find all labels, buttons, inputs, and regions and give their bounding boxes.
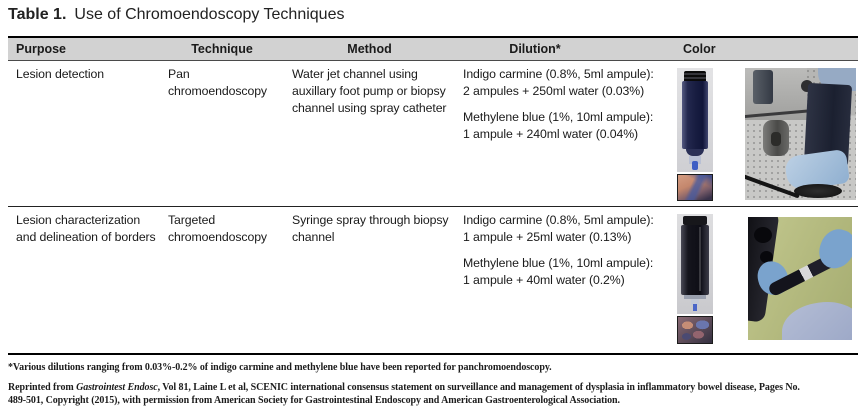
foot-pump-pedal-photo [745,68,856,200]
reprint-citation-line2: 489-501, Copyright (2015), with permission from American Society for Gastrointestinal Endoscopy and American Gastroenterological Association. [8,395,620,406]
method-cell: Syringe spray through biopsy channel [292,213,449,244]
bottle-tip [692,161,698,170]
table-caption: Use of Chromoendoscopy Techniques [74,6,345,23]
cart-wheel [763,120,789,156]
footnotes [8,361,860,408]
dilution-line: 1 ampule + 25ml water (0.13%) [463,230,632,244]
reprint-citation-line1 [8,381,860,395]
header-purpose: Purpose [16,42,67,56]
header-color: Color [683,42,716,56]
technique-cell: Targeted chromoendoscopy [168,213,267,244]
journal-name: Gastrointest Endosc [76,381,158,393]
header-technique: Technique [191,42,253,56]
citation-body: , Vol 81, Laine L et al, SCENIC international consensus statement on surveillance and management of dysplasia in inflammatory bowel disease, Pages No. [157,381,800,393]
endoscope-knob [754,227,772,243]
indigo-carmine-dilution [463,66,670,100]
methylene-blue-dilution [463,109,670,143]
dye-sample-column [677,68,713,201]
syringe-into-biopsy-channel-photo [748,217,852,340]
dye-sample-column [677,214,713,344]
endoscopic-dye-spray-thumbnail [677,174,713,201]
syringe-glare [699,227,701,291]
table-row-lesion-detection [8,61,858,207]
dilution-line: Methylene blue (1%, 10ml ampule): [463,256,654,270]
color-cell [670,207,858,353]
methylene-blue-dilution [463,255,670,289]
table-number: Table 1. [8,6,67,23]
dye-filled-syringe-photo [677,214,713,314]
table-row-lesion-characterization [8,207,858,353]
wheel-hub [771,132,781,146]
indigo-carmine-dilution [463,212,670,246]
dilution-range-footnote: *Various dilutions ranging from 0.03%-0.2% of indigo carmine and methylene blue have been reported for panchromoendoscopy. [8,362,552,373]
dilution-line: 1 ampule + 240ml water (0.04%) [463,127,639,141]
technique-cell: Pan chromoendoscopy [168,67,267,98]
endoscopic-dye-spray-thumbnail [677,316,713,344]
dilution-cell [455,207,670,353]
dilution-cell [455,61,670,206]
purpose-cell: Lesion detection [16,67,104,81]
dilution-line: 1 ampule + 40ml water (0.2%) [463,273,625,287]
chromoendoscopy-table [8,36,858,355]
indigo-carmine-dye-bottle-photo [677,68,713,172]
bottle-taper [686,149,704,156]
bottle-dye-body [682,81,708,149]
syringe-plunger-top [683,216,707,225]
dilution-line: Indigo carmine (0.8%, 5ml ampule): [463,213,654,227]
method-cell: Water jet channel using auxillary foot pump or biopsy channel using spray catheter [292,67,447,115]
header-dilution: Dilution* [509,42,561,56]
citation-prefix: Reprinted from [8,381,77,393]
syringe-dye-body [681,225,709,295]
header-method: Method [347,42,392,56]
table-title [8,6,344,24]
dilution-line: Methylene blue (1%, 10ml ampule): [463,110,654,124]
table-header-row [8,38,858,61]
syringe-tip [693,304,697,311]
foot-pedal [794,184,842,198]
purpose-cell: Lesion characterization and delineation of borders [16,213,156,244]
dilution-line: Indigo carmine (0.8%, 5ml ampule): [463,67,654,81]
cart-bottle [753,70,773,104]
surgical-drape [782,302,852,340]
dilution-line: 2 ampules + 250ml water (0.03%) [463,84,645,98]
color-cell [670,61,858,206]
